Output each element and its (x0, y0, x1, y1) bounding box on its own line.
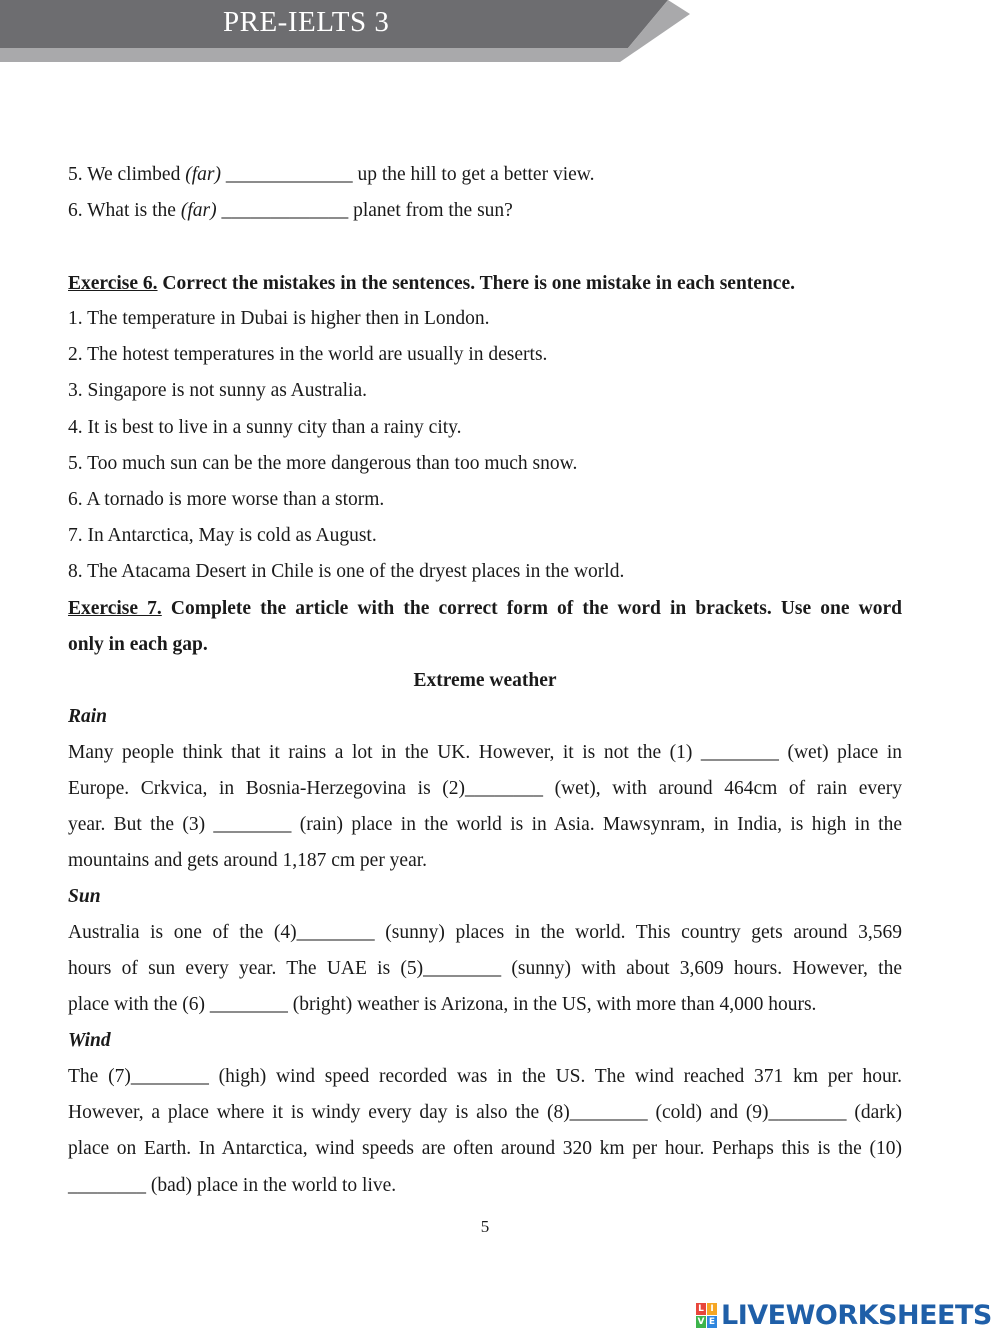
item-text: 5. We climbed (68, 164, 186, 185)
article-title: Extreme weather (413, 670, 557, 691)
liveworksheets-wordmark: LIVEWORKSHEETS (721, 1299, 992, 1331)
exercise6-label: Exercise 6. (68, 273, 158, 294)
article-line: Many people think that it rains a lot in the UK. However, it is not the (1) ________ (wet) place in (68, 742, 902, 763)
article-line: However, a place where it is windy every day is also the (8)________ (cold) and (9)________ (dark) (68, 1102, 902, 1123)
item-text: _____________ planet from the sun? (216, 200, 513, 221)
exercise7-instruction-cont: only in each gap. (68, 634, 208, 655)
article-line: year. But the (3) ________ (rain) place in the world is in Asia. Mawsynram, in India, is high in the (68, 814, 902, 835)
exercise6-item: 5. Too much sun can be the more dangerous than too much snow. (68, 453, 578, 474)
section-heading-sun: Sun (68, 886, 101, 907)
exercise7-label: Exercise 7. (68, 598, 162, 619)
article-line: The (7)________ (high) wind speed recorded was in the US. The wind reached 371 km per hour. (68, 1066, 902, 1087)
exercise6-item: 2. The hotest temperatures in the world are usually in deserts. (68, 344, 548, 365)
article-line: place with the (6) ________ (bright) weather is Arizona, in the US, with more than 4,000 hours. (68, 994, 817, 1015)
article-line: Europe. Crkvica, in Bosnia-Herzegovina is (2)________ (wet), with around 464cm of rain every (68, 778, 902, 799)
article-line: ________ (bad) place in the world to live. (68, 1175, 397, 1196)
exercise6-item: 3. Singapore is not sunny as Australia. (68, 380, 367, 401)
exercise6-item: 8. The Atacama Desert in Chile is one of the dryest places in the world. (68, 561, 625, 582)
item-text: _____________ up the hill to get a better view. (220, 164, 595, 185)
logo-icon-letter: E (708, 1316, 716, 1327)
article-line: Australia is one of the (4)________ (sunny) places in the world. This country gets around 3,569 (68, 922, 902, 943)
page-header-title: PRE-IELTS 3 (223, 6, 390, 38)
article-line: place on Earth. In Antarctica, wind speeds are often around 320 km per hour. Perhaps this is the (10) (68, 1138, 902, 1159)
exercise6-item: 4. It is best to live in a sunny city than a rainy city. (68, 417, 462, 438)
word-hint: (far) (180, 200, 217, 221)
logo-icon-letter: V (697, 1316, 705, 1327)
exercise6-item: 6. A tornado is more worse than a storm. (68, 489, 385, 510)
section-heading-rain: Rain (68, 706, 108, 727)
article-line: mountains and gets around 1,187 cm per year. (68, 850, 428, 871)
page-number: 5 (480, 1217, 490, 1236)
article-line: hours of sun every year. The UAE is (5)________ (sunny) with about 3,609 hours. However, the (68, 958, 902, 979)
exercise6-instruction: Correct the mistakes in the sentences. There is one mistake in each sentence. (157, 273, 795, 294)
liveworksheets-logo (696, 1298, 992, 1332)
section-heading-wind: Wind (68, 1030, 111, 1051)
exercise7-heading (68, 597, 902, 621)
logo-icon-letter: I (707, 1303, 717, 1315)
exercise6-heading (68, 272, 902, 296)
exercise6-item: 7. In Antarctica, May is cold as August. (68, 525, 377, 546)
exercise5-item-5 (68, 163, 902, 187)
exercise6-item: 1. The temperature in Dubai is higher then in London. (68, 308, 490, 329)
exercise7-instruction: Complete the article with the correct form of the word in brackets. Use one word (161, 598, 902, 619)
word-hint: (far) (185, 164, 221, 185)
exercise5-item-6 (68, 199, 902, 223)
logo-icon-letter: L (696, 1303, 706, 1315)
liveworksheets-icon (696, 1303, 717, 1328)
item-text: 6. What is the (68, 200, 181, 221)
